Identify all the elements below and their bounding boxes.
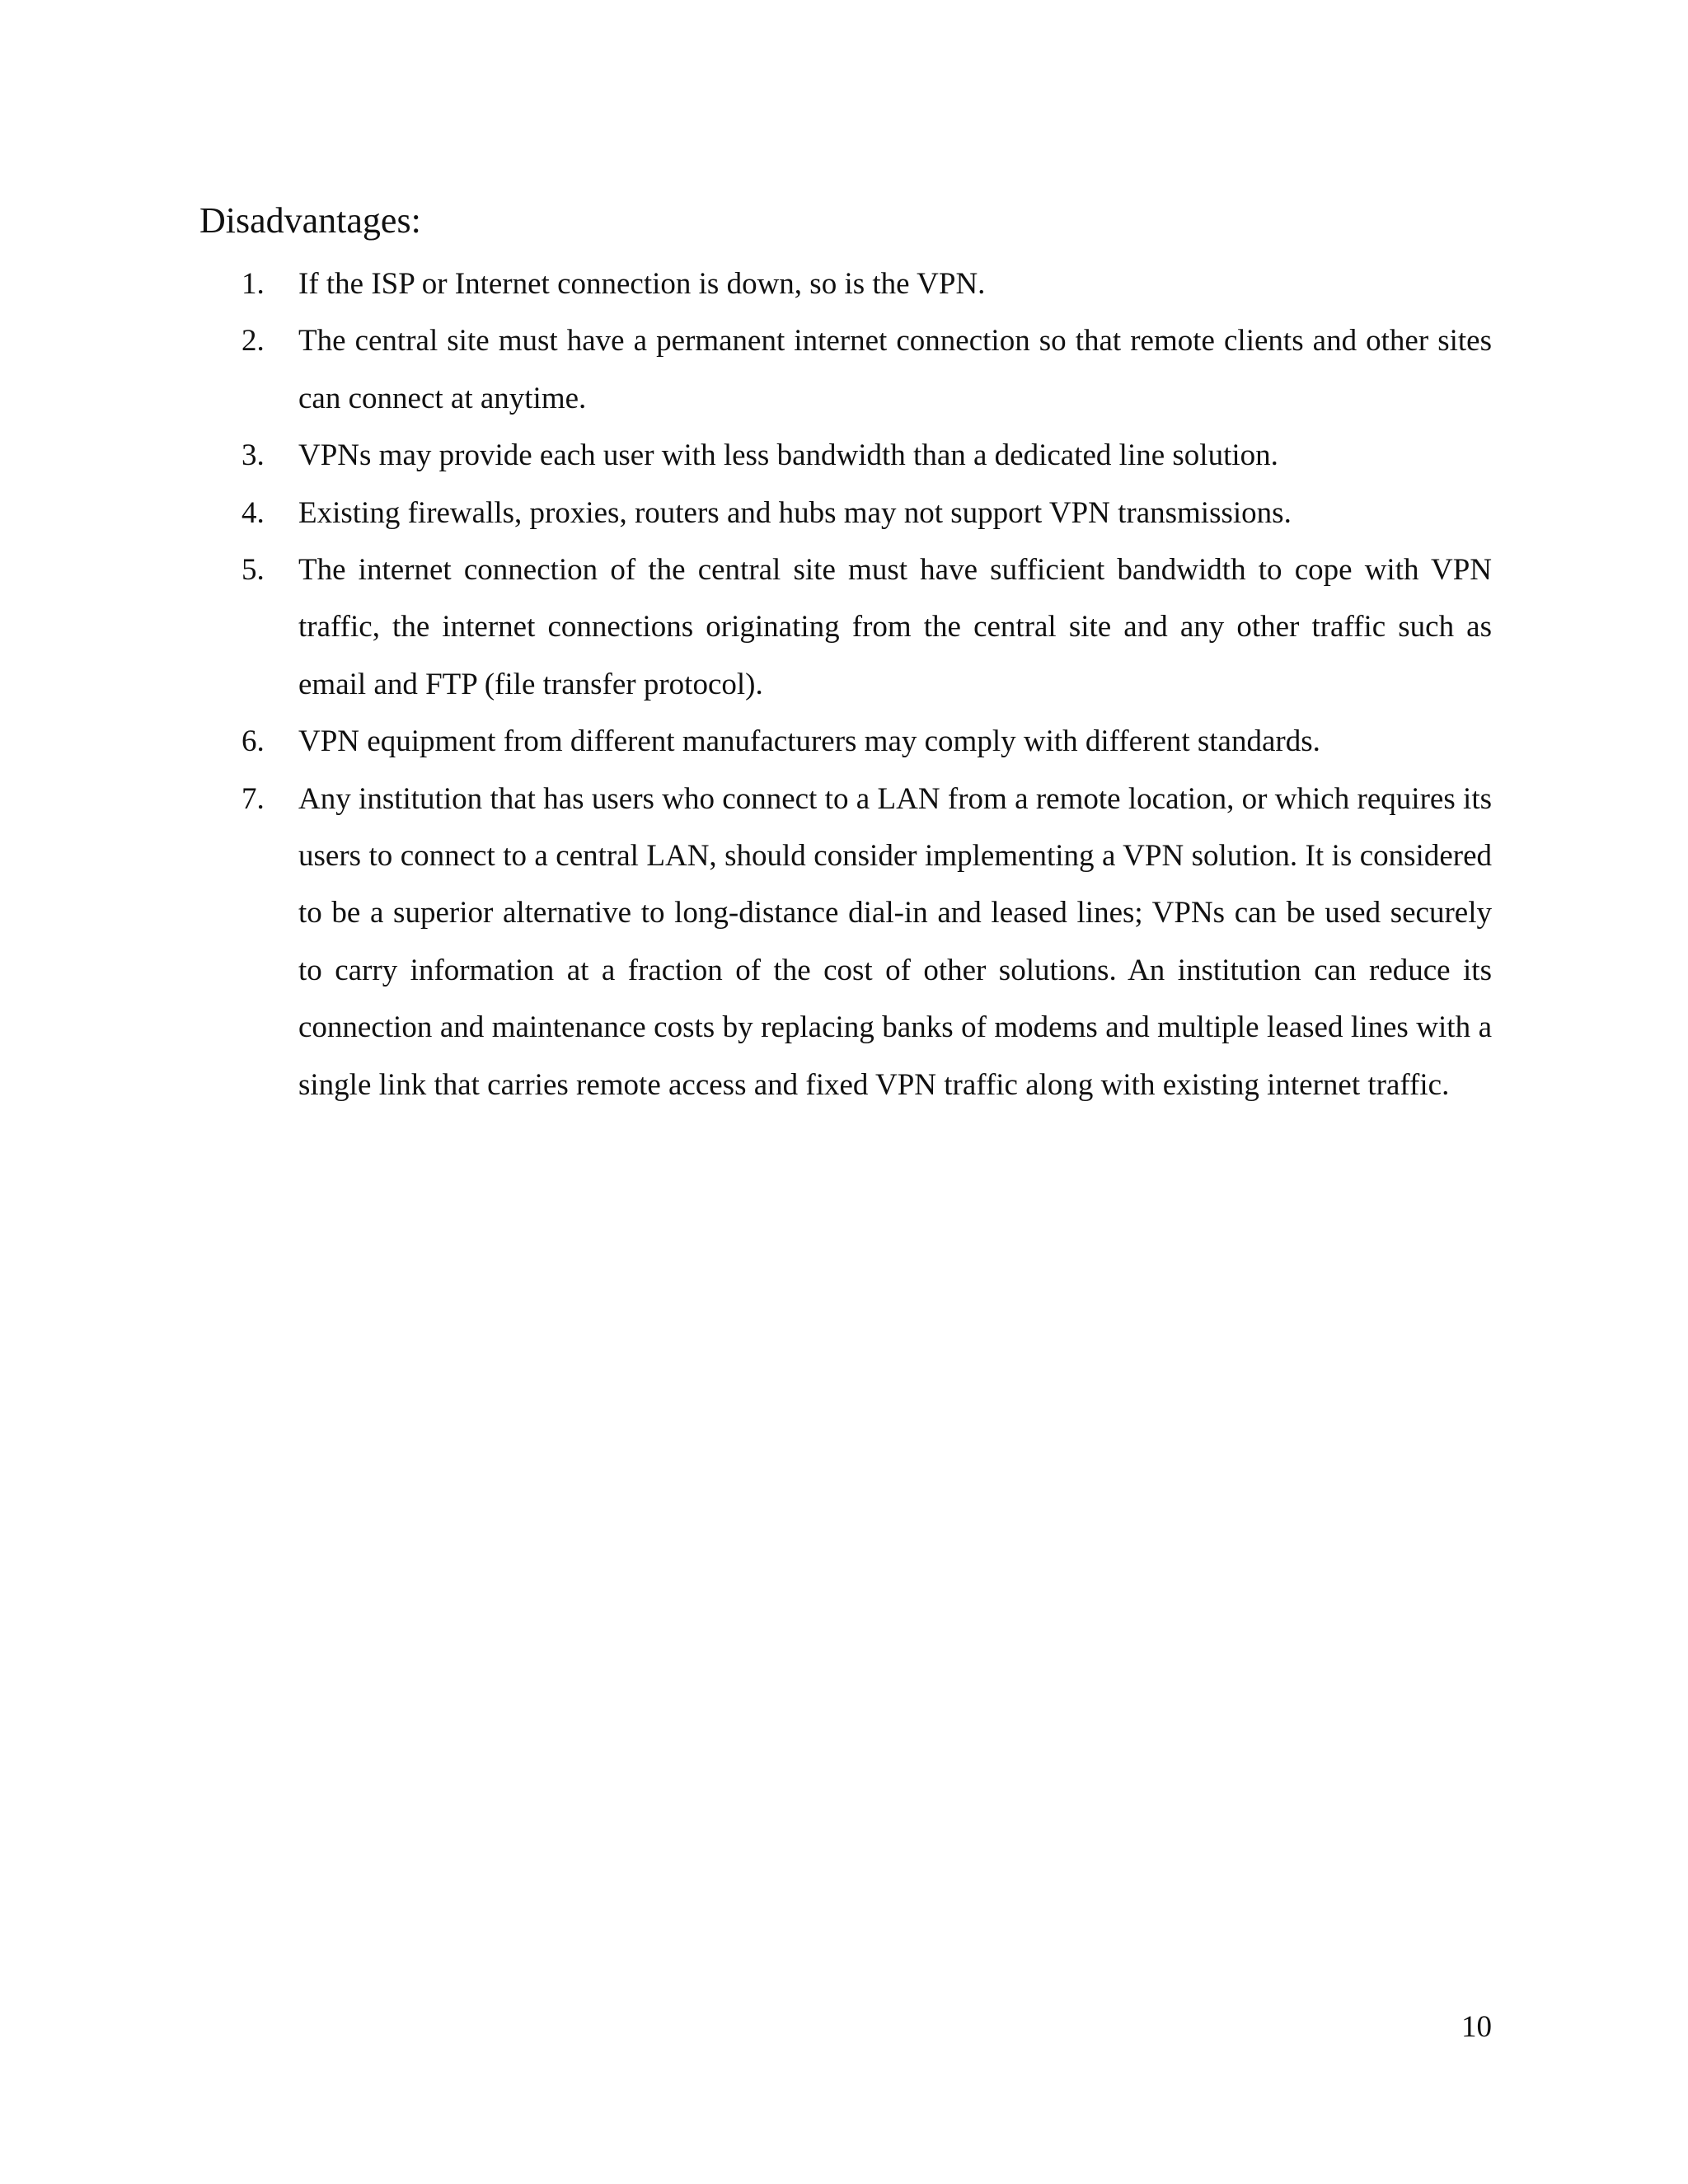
list-item-text: The central site must have a permanent internet connection so that remote clients and other sites can connect at anytime. (298, 324, 1492, 415)
list-item (241, 713, 1492, 770)
list-item-text: VPNs may provide each user with less bandwidth than a dedicated line solution. (298, 438, 1278, 473)
list-item-text: Any institution that has users who connect to a LAN from a remote location, or which requires its users to connect to a central LAN, should consider implementing a VPN solution. It is considered to be a superior alternative to long-distance dial-in and leased lines; VPNs can be used securely to carry information at a fraction of the cost of other solutions. An institution can reduce its connection and maintenance costs by replacing banks of modems and multiple leased lines with a single link that carries remote access and fixed VPN traffic along with existing internet traffic. (298, 781, 1492, 1102)
list-item (241, 541, 1492, 713)
list-item (241, 485, 1492, 541)
section-heading: Disadvantages: (199, 200, 421, 241)
list-item-text: If the ISP or Internet connection is down, so is the VPN. (298, 267, 986, 301)
list-item-number: 1. (241, 267, 265, 301)
disadvantages-list (241, 255, 1492, 1113)
page-number: 10 (1461, 2010, 1492, 2044)
list-item-number: 2. (241, 324, 265, 359)
list-item (241, 312, 1492, 427)
list-item (241, 427, 1492, 484)
list-item-number: 6. (241, 724, 265, 759)
list-item-text: VPN equipment from different manufacturers may comply with different standards. (298, 724, 1320, 759)
list-item (241, 255, 1492, 312)
list-item-number: 5. (241, 553, 265, 588)
list-item-text: Existing firewalls, proxies, routers and hubs may not support VPN transmissions. (298, 495, 1292, 530)
list-item-number: 3. (241, 438, 265, 473)
list-item-number: 7. (241, 781, 265, 816)
list-item-number: 4. (241, 495, 265, 530)
list-item (241, 771, 1492, 1113)
list-item-text: The internet connection of the central site must have sufficient bandwidth to cope with VPN traffic, the internet connections originating from the central site and any other traffic such as email and FTP (file transfer protocol). (298, 553, 1492, 701)
